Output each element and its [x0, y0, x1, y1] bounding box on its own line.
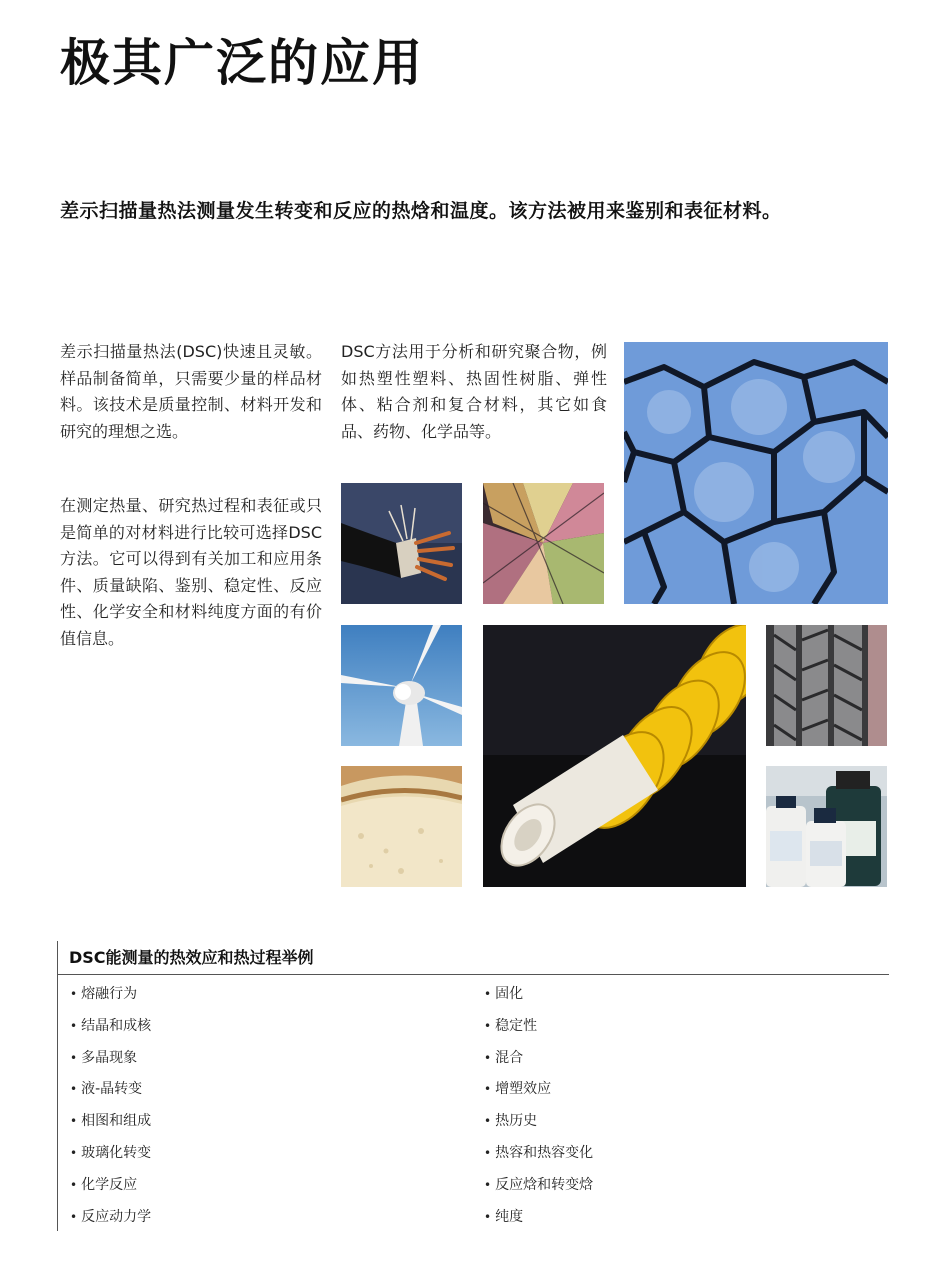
crystal-foam-photo — [624, 342, 888, 604]
bullet-icon: • — [70, 1145, 78, 1160]
bullet-icon: • — [484, 1177, 492, 1192]
table-header: DSC能测量的热效应和热过程举例 — [58, 941, 889, 975]
list-item — [484, 1202, 593, 1234]
list-item — [484, 1106, 593, 1138]
list-item-label: 熔融行为 — [81, 986, 138, 1002]
bullet-icon: • — [70, 1082, 78, 1097]
list-item-label: 增塑效应 — [495, 1081, 552, 1098]
page-title: 极其广泛的应用 — [60, 34, 424, 92]
list-item-label: 反应动力学 — [81, 1208, 152, 1225]
bullet-icon: • — [484, 1050, 492, 1065]
list-item-label: 稳定性 — [495, 1017, 538, 1034]
list-item-label: 结晶和成核 — [81, 1017, 152, 1034]
thermal-effects-table — [57, 941, 889, 1231]
list-item — [70, 1170, 151, 1202]
list-item — [70, 1074, 151, 1106]
bullet-icon: • — [70, 1114, 78, 1129]
right-effects-list — [484, 979, 593, 1233]
wind-turbine-photo — [341, 625, 462, 746]
bullet-icon: • — [484, 1018, 492, 1033]
cable-photo — [341, 483, 462, 604]
list-item-label: 多晶现象 — [81, 1049, 138, 1066]
bullet-icon: • — [70, 1050, 78, 1065]
page-subtitle: 差示扫描量热法测量发生转变和反应的热焓和温度。该方法被用来鉴别和表征材料。 — [60, 200, 782, 222]
bullet-icon: • — [70, 1018, 78, 1033]
bread-slice-photo — [341, 766, 462, 887]
list-item-label: 热历史 — [495, 1113, 538, 1130]
bullet-icon: • — [70, 1177, 78, 1192]
list-item — [484, 1170, 593, 1202]
list-item — [70, 1106, 151, 1138]
list-item-label: 混合 — [495, 1049, 524, 1066]
list-item-label: 玻璃化转变 — [81, 1144, 152, 1161]
list-item — [484, 979, 593, 1011]
bullet-icon: • — [484, 1145, 492, 1160]
applications-paragraph: 在测定热量、研究热过程和表征或只是简单的对材料进行比较可选择DSC方法。它可以得到有关加工和应用条件、质量缺陷、鉴别、稳定性、反应性、化学安全和材料纯度方面的有价值信息。 — [60, 496, 322, 648]
list-item-label: 热容和热容变化 — [495, 1144, 594, 1161]
list-item-label: 相图和组成 — [81, 1113, 152, 1130]
list-item — [484, 1138, 593, 1170]
list-item-label: 化学反应 — [81, 1176, 138, 1193]
list-item — [484, 1074, 593, 1106]
bullet-icon: • — [70, 1209, 78, 1224]
list-item — [70, 1202, 151, 1234]
list-item — [70, 1138, 151, 1170]
list-item — [484, 1011, 593, 1043]
bullet-icon: • — [70, 987, 78, 1001]
chemical-bottles-photo — [766, 766, 887, 887]
list-item-label: 纯度 — [495, 1208, 524, 1225]
list-item — [70, 979, 151, 1011]
list-item — [70, 1043, 151, 1075]
yellow-corrugated-pipe-photo — [483, 625, 746, 887]
bullet-icon: • — [484, 1082, 492, 1097]
list-item-label: 液-晶转变 — [81, 1081, 143, 1098]
tire-tread-photo — [766, 625, 887, 746]
list-item-label: 反应焓和转变焓 — [495, 1176, 594, 1193]
list-item — [484, 1043, 593, 1075]
left-effects-list — [70, 979, 151, 1233]
list-item-label: 固化 — [495, 986, 524, 1002]
bullet-icon: • — [484, 987, 492, 1001]
bullet-icon: • — [484, 1209, 492, 1224]
intro-paragraph: 差示扫描量热法(DSC)快速且灵敏。样品制备简单，只需要少量的样品材料。该技术是质量控制、材料开发和研究的理想之选。 — [60, 342, 322, 441]
bullet-icon: • — [484, 1114, 492, 1129]
materials-paragraph: DSC方法用于分析和研究聚合物，例如热塑性塑料、热固性树脂、弹性体、粘合剂和复合材料，其它如食品、药物、化学品等。 — [341, 342, 607, 441]
crystal-microscopy-photo — [483, 483, 604, 604]
list-item — [70, 1011, 151, 1043]
